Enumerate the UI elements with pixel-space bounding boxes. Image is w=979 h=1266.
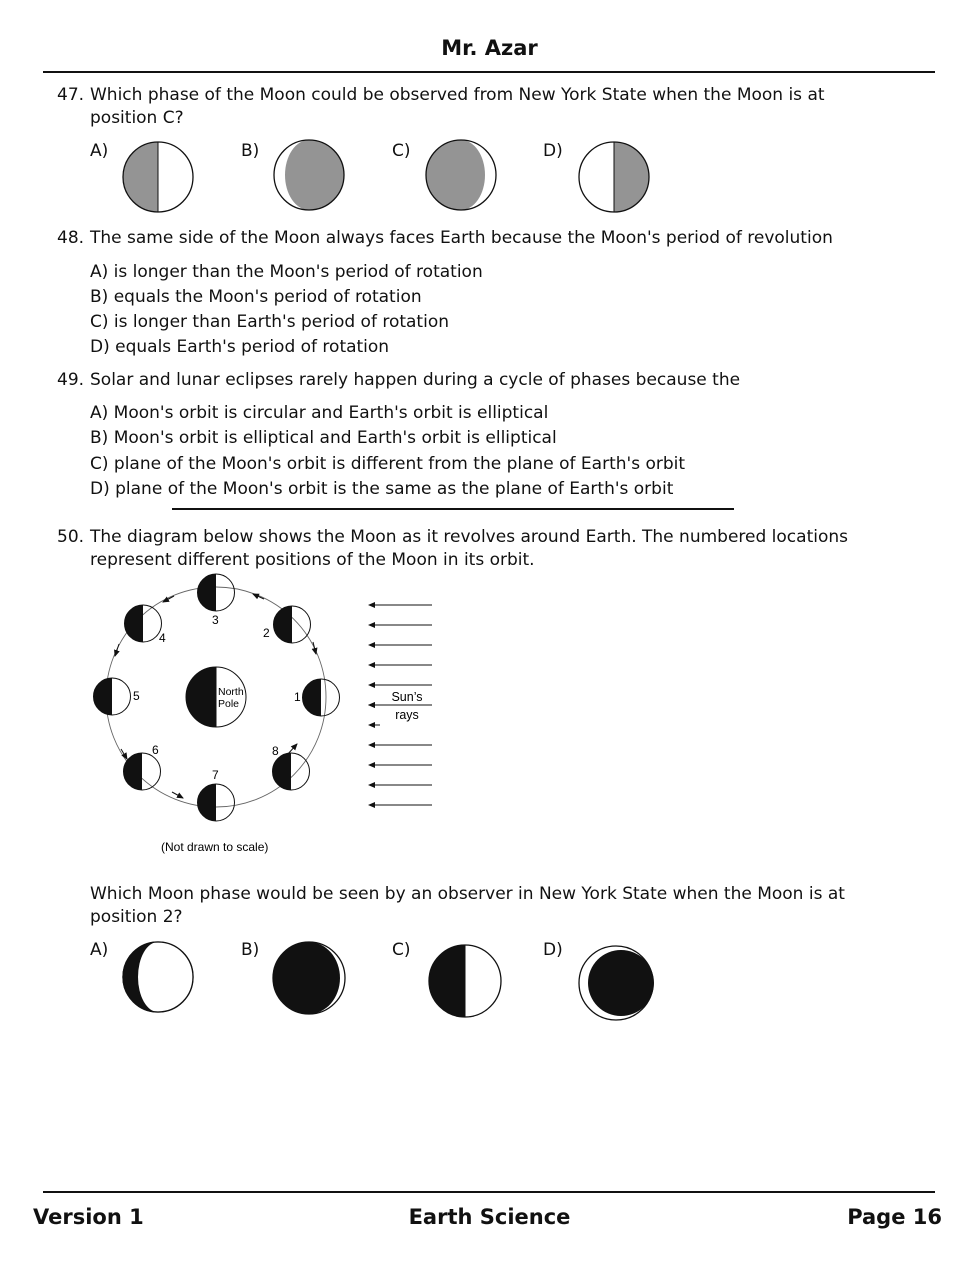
q47-choice-b-label[interactable]: B): [241, 141, 260, 161]
position-label-3: 3: [212, 613, 219, 627]
position-label-6: 6: [152, 743, 159, 757]
q48-option-c[interactable]: C) is longer than Earth's period of rotation: [90, 312, 450, 332]
question-49: [57, 369, 917, 394]
prompt-line1: Which Moon phase would be seen by an observer in New York State when the Moon is at: [90, 884, 845, 904]
question-text: [90, 526, 870, 572]
question-text: Solar and lunar eclipses rarely happen during a cycle of phases because the: [90, 370, 741, 390]
q49-option-a[interactable]: A) Moon's orbit is circular and Earth's orbit is elliptical: [90, 403, 549, 423]
footer-rule: [43, 1191, 935, 1193]
q50-choice-c-label[interactable]: C): [392, 940, 411, 960]
q50-choice-d-moon-icon[interactable]: [576, 943, 656, 1023]
orbit-arrow: [115, 644, 119, 656]
q50-choice-d-label[interactable]: D): [543, 940, 563, 960]
position-label-8: 8: [272, 744, 279, 758]
q50-choice-a-label[interactable]: A): [90, 940, 109, 960]
sun-rays-label-1: Sun’s: [391, 690, 423, 704]
q50-choice-b-label[interactable]: B): [241, 940, 260, 960]
moon-position-8-icon: [273, 753, 310, 790]
q50-choice-c-moon-icon[interactable]: [426, 942, 504, 1020]
question-47: [57, 84, 917, 134]
q47-choice-c-label[interactable]: C): [392, 141, 411, 161]
moon-orbit-diagram: [80, 568, 460, 860]
position-label-4: 4: [159, 631, 166, 645]
q49-option-d[interactable]: D) plane of the Moon's orbit is the same as the plane of Earth's orbit: [90, 479, 674, 499]
moon-position-6-icon: [124, 753, 161, 790]
q47-choice-b-moon-icon[interactable]: [271, 137, 347, 213]
question-number: 50.: [57, 527, 85, 547]
position-label-2: 2: [263, 626, 270, 640]
q49-option-b[interactable]: B) Moon's orbit is elliptical and Earth's orbit is elliptical: [90, 428, 557, 448]
position-label-5: 5: [133, 689, 140, 703]
section-divider: [172, 508, 734, 510]
moon-position-7-icon: [198, 784, 235, 821]
q49-option-c[interactable]: C) plane of the Moon's orbit is different from the plane of Earth's orbit: [90, 454, 686, 474]
header-rule: [43, 71, 935, 73]
page-header-teacher: Mr. Azar: [441, 36, 538, 60]
q48-option-d[interactable]: D) equals Earth's period of rotation: [90, 337, 390, 357]
question-text-line2: represent different positions of the Moon in its orbit.: [90, 550, 535, 570]
q47-choice-a-moon-icon[interactable]: [120, 139, 196, 215]
q47-choice-c-moon-icon[interactable]: [423, 137, 499, 213]
earth-label-pole: Pole: [218, 698, 240, 710]
question-48: [57, 227, 917, 252]
orbit-arrow: [313, 642, 316, 654]
orbit-arrow: [163, 596, 174, 602]
position-label-1: 1: [294, 690, 301, 704]
moon-position-5-icon: [94, 678, 131, 715]
footer-page-number: Page 16: [847, 1205, 942, 1229]
orbit-arrow: [253, 594, 264, 599]
question-text: [90, 84, 870, 130]
diagram-scale-note: (Not drawn to scale): [161, 840, 269, 854]
prompt-line2: position 2?: [90, 907, 183, 927]
q48-option-a[interactable]: A) is longer than the Moon's period of rotation: [90, 262, 483, 282]
position-label-7: 7: [212, 768, 219, 782]
sun-rays-label-2: rays: [395, 708, 419, 722]
q47-choice-d-moon-icon[interactable]: [576, 139, 652, 215]
footer-subject: Earth Science: [408, 1205, 571, 1229]
question-50-prompt: [90, 883, 910, 933]
orbit-arrow: [172, 792, 183, 798]
moon-position-2-icon: [274, 606, 311, 643]
q47-choice-d-label[interactable]: D): [543, 141, 563, 161]
moon-position-1-icon: [303, 679, 340, 716]
question-text-line1: Which phase of the Moon could be observed from New York State when the Moon is at: [90, 85, 825, 105]
moon-position-4-icon: [125, 605, 162, 642]
footer-version: Version 1: [33, 1205, 144, 1229]
question-number: 48.: [57, 228, 85, 248]
q50-choice-b-moon-icon[interactable]: [270, 939, 348, 1017]
question-text: The same side of the Moon always faces Earth because the Moon's period of revolution: [90, 228, 833, 248]
q47-choice-a-label[interactable]: A): [90, 141, 109, 161]
q50-choice-a-moon-icon[interactable]: [120, 939, 196, 1015]
question-text-line2: position C?: [90, 108, 184, 128]
question-number: 49.: [57, 370, 85, 390]
earth-label-north: North: [218, 686, 244, 698]
question-text-line1: The diagram below shows the Moon as it revolves around Earth. The numbered locations: [90, 527, 848, 547]
q48-option-b[interactable]: B) equals the Moon's period of rotation: [90, 287, 422, 307]
moon-position-3-icon: [198, 574, 235, 611]
question-number: 47.: [57, 85, 85, 105]
